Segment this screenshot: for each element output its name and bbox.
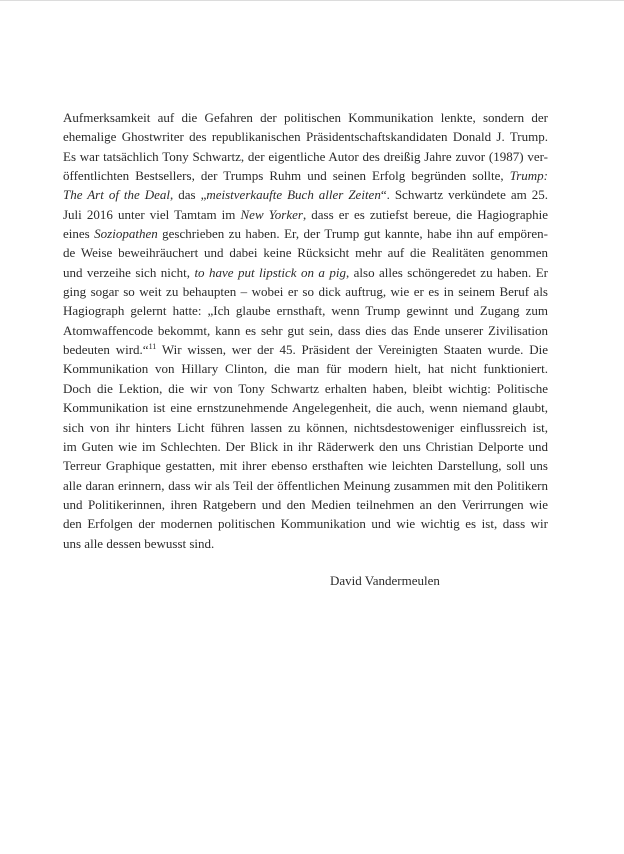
text-run: und verzeihe sich nicht, — [63, 264, 195, 280]
text-run: öffentlichten Bestsellers, der Trumps Ruhm und seinen Erfolg begründen sollte, — [63, 168, 510, 184]
text-line — [63, 224, 548, 243]
text-line: im Guten wie im Schlechten. Der Blick in ihr Räderwerk den uns Christian Delporte und — [63, 438, 548, 454]
text-run: Wir wissen, wer der 45. Präsident der Vereinigten Staaten wurde. Die — [156, 342, 548, 358]
book-title-italic: The Art of the Deal — [63, 187, 171, 203]
book-title-italic: Trump: — [509, 168, 548, 184]
quote-italic: meistverkaufte Buch aller Zeiten — [206, 187, 381, 203]
text-line: Terreur Graphique gestatten, mit ihrer ebenso ersthaften wie leichten Darstellung, soll uns — [63, 458, 548, 474]
author-signature: David Vandermeulen — [330, 573, 440, 588]
text-line — [63, 185, 548, 204]
text-line — [63, 205, 548, 224]
footnote-marker: 11 — [148, 342, 157, 352]
text-line: Kommunikation ist eine ernstzunehmende Angelegenheit, die auch, wenn niemand glaubt, — [63, 400, 548, 416]
text-line: uns alle dessen bewusst sind. — [63, 535, 215, 551]
text-line: ehemalige Ghostwriter des republikanischen Präsidentschaftskandidaten Donald J. Trump. — [63, 129, 548, 145]
text-line — [63, 263, 548, 282]
text-line: Hagiograph gelernt hatte: „Ich glaube ernsthaft, wenn Trump gewinnt und Zugang zum — [63, 303, 548, 319]
text-line: und Politikerinnen, ihren Ratgebern und den Medien teilnehmen an den Verirrungen wie — [63, 496, 548, 512]
text-run: , also alles schöngeredet zu haben. Er — [345, 264, 548, 280]
text-run: bedeuten wird.“ — [63, 342, 149, 358]
text-run: geschrieben zu haben. Er, der Trump gut kannte, habe ihn auf empören- — [157, 226, 548, 242]
english-phrase-italic: to have put lipstick on a pig — [194, 264, 346, 280]
text-run: , das „ — [170, 187, 207, 203]
text-line — [63, 166, 548, 185]
text-line: Es war tatsächlich Tony Schwartz, der eigentliche Autor des dreißig Jahre zuvor (1987) ver- — [63, 148, 548, 164]
text-line: de Weise beweihräuchert und dabei keine Rücksicht mehr auf die Realitäten genommen — [63, 245, 548, 261]
text-line: alle daran erinnern, dass wir als Teil der öffentlichen Meinung zusammen mit den Politikern — [63, 477, 548, 493]
text-run: , dass er es zutiefst bereue, die Hagiographie — [302, 206, 549, 222]
text-run: eines — [63, 226, 95, 242]
text-run: Juli 2016 unter viel Tamtam im — [63, 206, 241, 222]
text-run: “. Schwartz verkündete am 25. — [380, 187, 548, 203]
text-line: Doch die Lektion, die wir von Tony Schwartz erhalten haben, bleibt wichtig: Politische — [63, 380, 548, 396]
text-line: ging sogar so weit zu behaupten – wobei er so dick auftrug, wie er es in seinem Beruf als — [63, 284, 548, 300]
text-line — [63, 340, 548, 359]
text-line: Aufmerksamkeit auf die Gefahren der politischen Kommunikation lenkte, sondern der — [63, 110, 548, 125]
text-line: den Erfolgen der modernen politischen Kommunikation und wie wichtig es ist, dass wir — [63, 516, 548, 532]
top-edge-rule — [0, 0, 624, 1]
body-paragraph — [63, 108, 548, 553]
magazine-title-italic: New Yorker — [240, 206, 303, 222]
text-line: Atomwaffencode bekommt, kann es sehr gut sein, dass dies das Ende unserer Zivilisation — [63, 322, 548, 338]
text-line: Kommunikation von Hillary Clinton, die man für modern hielt, hat nicht funktioniert. — [63, 361, 548, 377]
text-line: sich von ihr hinters Licht führen lassen zu können, nichtsdestoweniger einflussreich ist, — [63, 419, 548, 435]
emphasis-italic: Soziopathen — [94, 226, 158, 242]
